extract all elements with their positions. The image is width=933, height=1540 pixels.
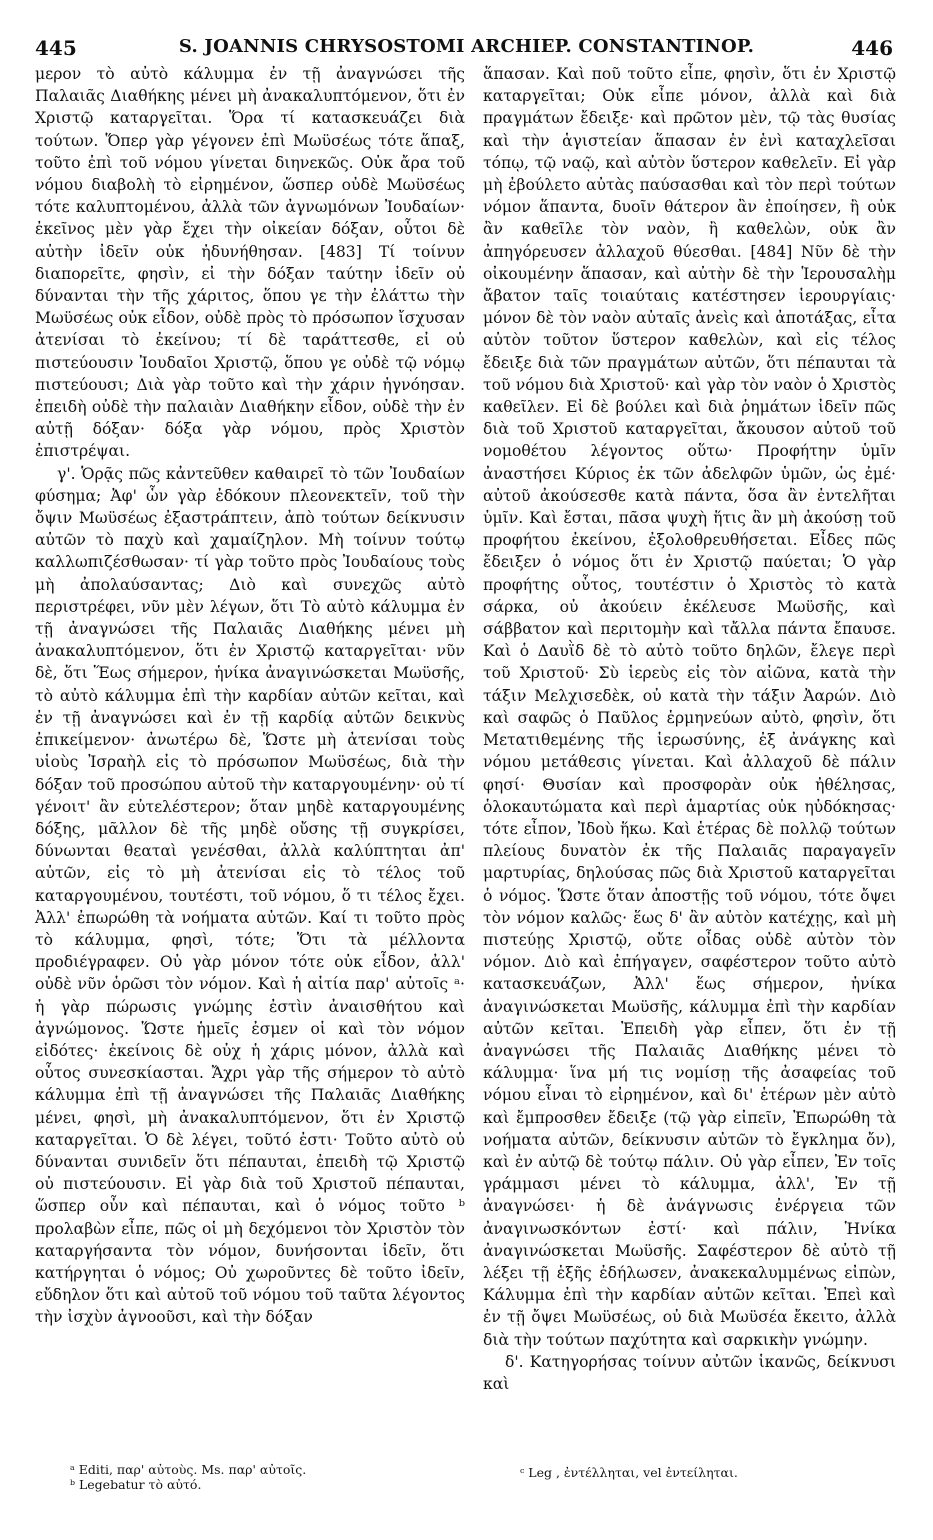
footnote-b: ᵇ Legebatur τὸ αὐτό. (70, 1477, 202, 1492)
page-header (0, 36, 933, 66)
footnotes-right (520, 1465, 900, 1480)
page-number-right: 446 (851, 36, 893, 60)
right-column (483, 63, 896, 1395)
footnotes-left (70, 1462, 450, 1492)
footnote-a: ᵃ Editi, παρ' αὐτοὺς. Ms. παρ' αὐτοῖς. (70, 1462, 307, 1477)
left-paragraph-2: γ'. Ὁρᾷς πῶς κἀντεῦθεν καθαιρεῖ τὸ τῶν Ἰουδαίων φύσημα; Ἀφ' ὧν γὰρ ἐδόκουν πλεονεκτεῖν, τοῦ τὴν ὄψιν Μωϋσέως ἐξαστράπτειν, ἀπὸ τούτων δείκνυσιν αὐτῶν τὸ παχὺ καὶ χαμαίζηλον. Μὴ τοίνυν τούτῳ καλλωπιζέσθωσαν· τί γὰρ τοῦτο πρὸς Ἰουδαίους τοὺς μὴ ἀπολαύσαντας; Διὸ καὶ συνεχῶς αὐτὸ περιστρέφει, νῦν μὲν λέγων, ὅτι Τὸ αὐτὸ κάλυμμα ἐν τῇ ἀναγνώσει τῆς Παλαιᾶς Διαθήκης μένει μὴ ἀνακαλυπτόμενον, ὅτι ἐν Χριστῷ καταργεῖται· νῦν δὲ, ὅτι Ἕως σήμερον, ἡνίκα ἀναγινώσκεται Μωϋσῆς, τὸ αὐτὸ κάλυμμα ἐπὶ τὴν καρδίαν αὐτῶν κεῖται, καὶ ἐν τῇ ἀναγνώσει καὶ ἐν τῇ καρδίᾳ αὐτῶν δεικνὺς ἐπικείμενον· ἀνωτέρω δὲ, Ὥστε μὴ ἀτενίσαι τοὺς υἱοὺς Ἰσραὴλ εἰς τὸ πρόσωπον Μωϋσέως, διὰ τὴν δόξαν τοῦ προσώπου αὐτοῦ τὴν καταργουμένην· οὐ τί γένοιτ' ἂν εὐτελέστερον; ὅταν μηδὲ καταργουμένης δόξης, μᾶλλον δὲ τῆς μηδὲ οὔσης τῇ συγκρίσει, δύνωνται θεαταὶ γενέσθαι, ἀλλὰ καλύπτηται ἀπ' αὐτῶν, εἰς τὸ μὴ ἀτενίσαι εἰς τὸ τέλος τοῦ καταργουμένου, τουτέστι, τοῦ νόμου, ὅ τι τέλος ἔχει. Ἀλλ' ἐπωρώθη τὰ νοήματα αὐτῶν. Καί τι τοῦτο πρὸς τὸ κάλυμμα, φησὶ, τότε; Ὅτι τὰ μέλλοντα προδιέγραφεν. Οὐ γὰρ μόνον τότε οὐκ εἶδον, ἀλλ' οὐδὲ νῦν ὁρῶσι τὸν νόμον. Καὶ ἡ αἰτία παρ' αὐτοῖς ᵃ· ἡ γὰρ πώρωσις γνώμης ἐστὶν ἀναισθήτου καὶ ἀγνώμονος. Ὥστε ἡμεῖς ἐσμεν οἱ καὶ τὸν νόμον εἰδότες· ἐκείνοις δὲ οὐχ ἡ χάρις μόνον, ἀλλὰ καὶ οὗτος συνεσκίασται. Ἄχρι γὰρ τῆς σήμερον τὸ αὐτὸ κάλυμμα ἐπὶ τῇ ἀναγνώσει τῆς Παλαιᾶς Διαθήκης μένει, φησὶ, μὴ ἀνακαλυπτόμενον, ὅτι ἐν Χριστῷ καταργεῖται. Ὁ δὲ λέγει, τοῦτό ἐστι· Τοῦτο αὐτὸ οὐ δύνανται συνιδεῖν ὅτι πέπαυται, ἐπειδὴ τῷ Χριστῷ οὐ πιστεύουσιν. Εἰ γὰρ διὰ τοῦ Χριστοῦ πέπαυται, ὥσπερ οὖν καὶ πέπαυται, καὶ ὁ νόμος τοῦτο ᵇ προλαβὼν εἶπε, πῶς οἱ μὴ δεχόμενοι τὸν Χριστὸν τὸν καταργήσαντα τὸν νόμον, δυνήσονται ἰδεῖν, ὅτι κατήργηται ὁ νόμος; Οὐ χωροῦντες δὲ τοῦτο ἰδεῖν, εὔδηλον ὅτι καὶ αὐτοῦ τοῦ νόμου τοῦ ταῦτα λέγοντος τὴν ἰσχὺν ἀγνοοῦσι, καὶ τὴν δόξαν (35, 464, 465, 1327)
right-paragraph-2: δ'. Κατηγορήσας τοίνυν αὐτῶν ἱκανῶς, δείκνυσι καὶ (483, 1352, 896, 1393)
left-column (35, 63, 465, 1329)
left-paragraph-1: μερον τὸ αὐτὸ κάλυμμα ἐν τῇ ἀναγνώσει τῆς Παλαιᾶς Διαθήκης μένει μὴ ἀνακαλυπτόμενον, ὅτι ἐν Χριστῷ καταργεῖται. Ὅρα τί κατασκευάζει διὰ τούτων. Ὅπερ γὰρ γέγονεν ἐπὶ Μωϋσέως τότε ἅπαξ, τοῦτο ἐπὶ τοῦ νόμου γίνεται διηνεκῶς. Οὐκ ἄρα τοῦ νόμου διαβολὴ τὸ εἰρημένον, ὥσπερ οὐδὲ Μωϋσέως τότε καλυπτομένου, ἀλλὰ τῶν ἀγνωμόνων Ἰουδαίων· ἐκεῖνος μὲν γὰρ ἔχει τὴν οἰκείαν δόξαν, οὗτοι δὲ αὐτὴν ἰδεῖν οὐκ ἠδυνήθησαν. [483] Τί τοίνυν διαπορεῖτε, φησὶν, εἰ τὴν δόξαν ταύτην ἰδεῖν οὐ δύνανται τὴν τῆς χάριτος, ὅπου γε τὴν ἐλάττω τὴν Μωϋσέως οὐκ εἶδον, οὐδὲ πρὸς τὸ πρόσωπον ἴσχυσαν ἀτενίσαι τὸ ἐκείνου; τί δὲ ταράττεσθε, εἰ οὐ πιστεύουσιν Ἰουδαῖοι Χριστῷ, ὅπου γε οὐδὲ τῷ νόμῳ πιστεύουσι; Διὰ γὰρ τοῦτο καὶ τὴν χάριν ἠγνόησαν. ἐπειδὴ οὐδὲ τὴν παλαιὰν Διαθήκην εἶδον, οὐδὲ τὴν ἐν αὐτῇ δόξαν· δόξα γὰρ νόμου, πρὸς Χριστὸν ἐπιστρέψαι. (35, 65, 465, 461)
running-title: S. JOANNIS CHRYSOSTOMI ARCHIEP. CONSTANTINOP. (178, 36, 755, 57)
footnote-c: ᶜ Leg , ἐντέλληται, vel ἐντείληται. (520, 1465, 738, 1480)
page-number-left: 445 (35, 36, 77, 60)
right-paragraph-1: ἅπασαν. Καὶ ποῦ τοῦτο εἶπε, φησὶν, ὅτι ἐν Χριστῷ καταργεῖται; Οὐκ εἶπε μόνον, ἀλλὰ καὶ διὰ πραγμάτων ἔδειξε· καὶ πρῶτον μὲν, τῷ τὰς θυσίας καὶ τὴν ἁγιστείαν ἅπασαν ἐν ἑνὶ καταχλεῖσαι τόπῳ, τῷ ναῷ, καὶ αὐτὸν ὕστερον καθελεῖν. Εἰ γὰρ μὴ ἐβούλετο αὐτὰς παύσασθαι καὶ τὸν περὶ τούτων νόμον ἅπαντα, δυοῖν θάτερον ἂν ἐποίησεν, ἢ οὐκ ἂν καθεῖλε τὸν ναὸν, ἢ καθελὼν, οὐκ ἂν ἀπηγόρευσεν ἀλλαχοῦ θύεσθαι. [484] Νῦν δὲ τὴν οἰκουμένην ἅπασαν, καὶ αὐτὴν δὲ τὴν Ἱερουσαλὴμ ἄβατον ταῖς τοιαύταις κατέστησεν ἱερουργίαις· μόνον δὲ τὸν ναὸν αὐταῖς ἀνεὶς καὶ ἀποτάξας, εἶτα αὐτὸν τοῦτον ὕστερον καθελὼν, καὶ εἰς τέλος ἔδειξε διὰ τῶν πραγμάτων αὐτῶν, ὅτι πέπαυται τὰ τοῦ νόμου διὰ Χριστοῦ· καὶ γὰρ τὸν ναὸν ὁ Χριστὸς καθεῖλεν. Εἰ δὲ βούλει καὶ διὰ ῥημάτων ἰδεῖν πῶς διὰ τοῦ Χριστοῦ καταργεῖται, ἄκουσον αὐτοῦ τοῦ νομοθέτου λέγοντος οὕτω· Προφήτην ὑμῖν ἀναστήσει Κύριος ἐκ τῶν ἀδελφῶν ὑμῶν, ὡς ἐμέ· αὐτοῦ ἀκούσεσθε κατὰ πάντα, ὅσα ἂν ἐντελῆται ὑμῖν. Καὶ ἔσται, πᾶσα ψυχὴ ἥτις ἂν μὴ ἀκούσῃ τοῦ προφήτου ἐκείνου, ἐξολοθρευθήσεται. Εἶδες πῶς ἔδειξεν ὁ νόμος ὅτι ἐν Χριστῷ παύεται; Ὁ γὰρ προφήτης οὗτος, τουτέστιν ὁ Χριστὸς τὸ κατὰ σάρκα, οὐ ἀκούειν ἐκέλευσε Μωϋσῆς, καὶ σάββατον καὶ περιτομὴν καὶ τἄλλα πάντα ἔπαυσε. Καὶ ὁ Δαυῒδ δὲ τὸ αὐτὸ τοῦτο δηλῶν, ἔλεγε περὶ τοῦ Χριστοῦ· Σὺ ἱερεὺς εἰς τὸν αἰῶνα, κατὰ τὴν τάξιν Μελχισεδὲκ, οὐ κατὰ τὴν τάξιν Ἀαρών. Διὸ καὶ σαφῶς ὁ Παῦλος ἑρμηνεύων αὐτὸ, φησὶν, ὅτι Μετατιθεμένης τῆς ἱερωσύνης, ἐξ ἀνάγκης καὶ νόμου μετάθεσις γίνεται. Καὶ ἀλλαχοῦ δὲ πάλιν φησί· Θυσίαν καὶ προσφορὰν οὐκ ἠθέλησας, ὁλοκαυτώματα καὶ περὶ ἁμαρτίας οὐκ ηὐδόκησας· τότε εἶπον, Ἰδοὺ ἥκω. Καὶ ἑτέρας δὲ πολλῷ τούτων πλείους δυνατὸν ἐκ τῆς Παλαιᾶς παραγαγεῖν μαρτυρίας, δηλούσας πῶς διὰ Χριστοῦ καταργεῖται ὁ νόμος. Ὥστε ὅταν ἀποστῇς τοῦ νόμου, τότε ὄψει τὸν νόμον καλῶς· ἕως δ' ἂν αὐτὸν κατέχῃς, καὶ μὴ πιστεύῃς Χριστῷ, οὔτε οἶδας οὐδὲ αὐτὸν τὸν νόμον. Διὸ καὶ ἐπήγαγεν, σαφέστερον τοῦτο αὐτὸ κατασκευάζων, Ἀλλ' ἕως σήμερον, ἡνίκα ἀναγινώσκεται Μωϋσῆς, κάλυμμα ἐπὶ τὴν καρδίαν αὐτῶν κεῖται. Ἐπειδὴ γὰρ εἶπεν, ὅτι ἐν τῇ ἀναγνώσει τῆς Παλαιᾶς Διαθήκης μένει τὸ κάλυμμα· ἵνα μή τις νομίσῃ τῆς ἀσαφείας τοῦ νόμου εἶναι τὸ εἰρημένον, καὶ δι' ἑτέρων μὲν αὐτὸ καὶ ἔμπροσθεν ἔδειξε (τῷ γὰρ εἰπεῖν, Ἐπωρώθη τὰ νοήματα αὐτῶν, δείκνυσιν αὐτῶν τὸ ἔγκλημα ὄν), καὶ ἐν αὐτῷ δὲ τούτῳ πάλιν. Οὐ γὰρ εἶπεν, Ἐν τοῖς γράμμασι μένει τὸ κάλυμμα, ἀλλ', Ἐν τῇ ἀναγνώσει· ἡ δὲ ἀνάγνωσις ἐνέργεια τῶν ἀναγινωσκόντων ἐστί· καὶ πάλιν, Ἡνίκα ἀναγινώσκεται Μωϋσῆς. Σαφέστερον δὲ αὐτὸ τῇ λέξει τῇ ἑξῆς ἐδήλωσεν, ἀνακεκαλυμμένως εἰπὼν, Κάλυμμα ἐπὶ τὴν καρδίαν αὐτῶν κεῖται. Ἐπεὶ καὶ ἐν τῇ ὄψει Μωϋσέως, οὐ διὰ Μωϋσέα ἔκειτο, ἀλλὰ διὰ τὴν τούτων παχύτητα καὶ σαρκικὴν γνώμην. (483, 65, 896, 1349)
